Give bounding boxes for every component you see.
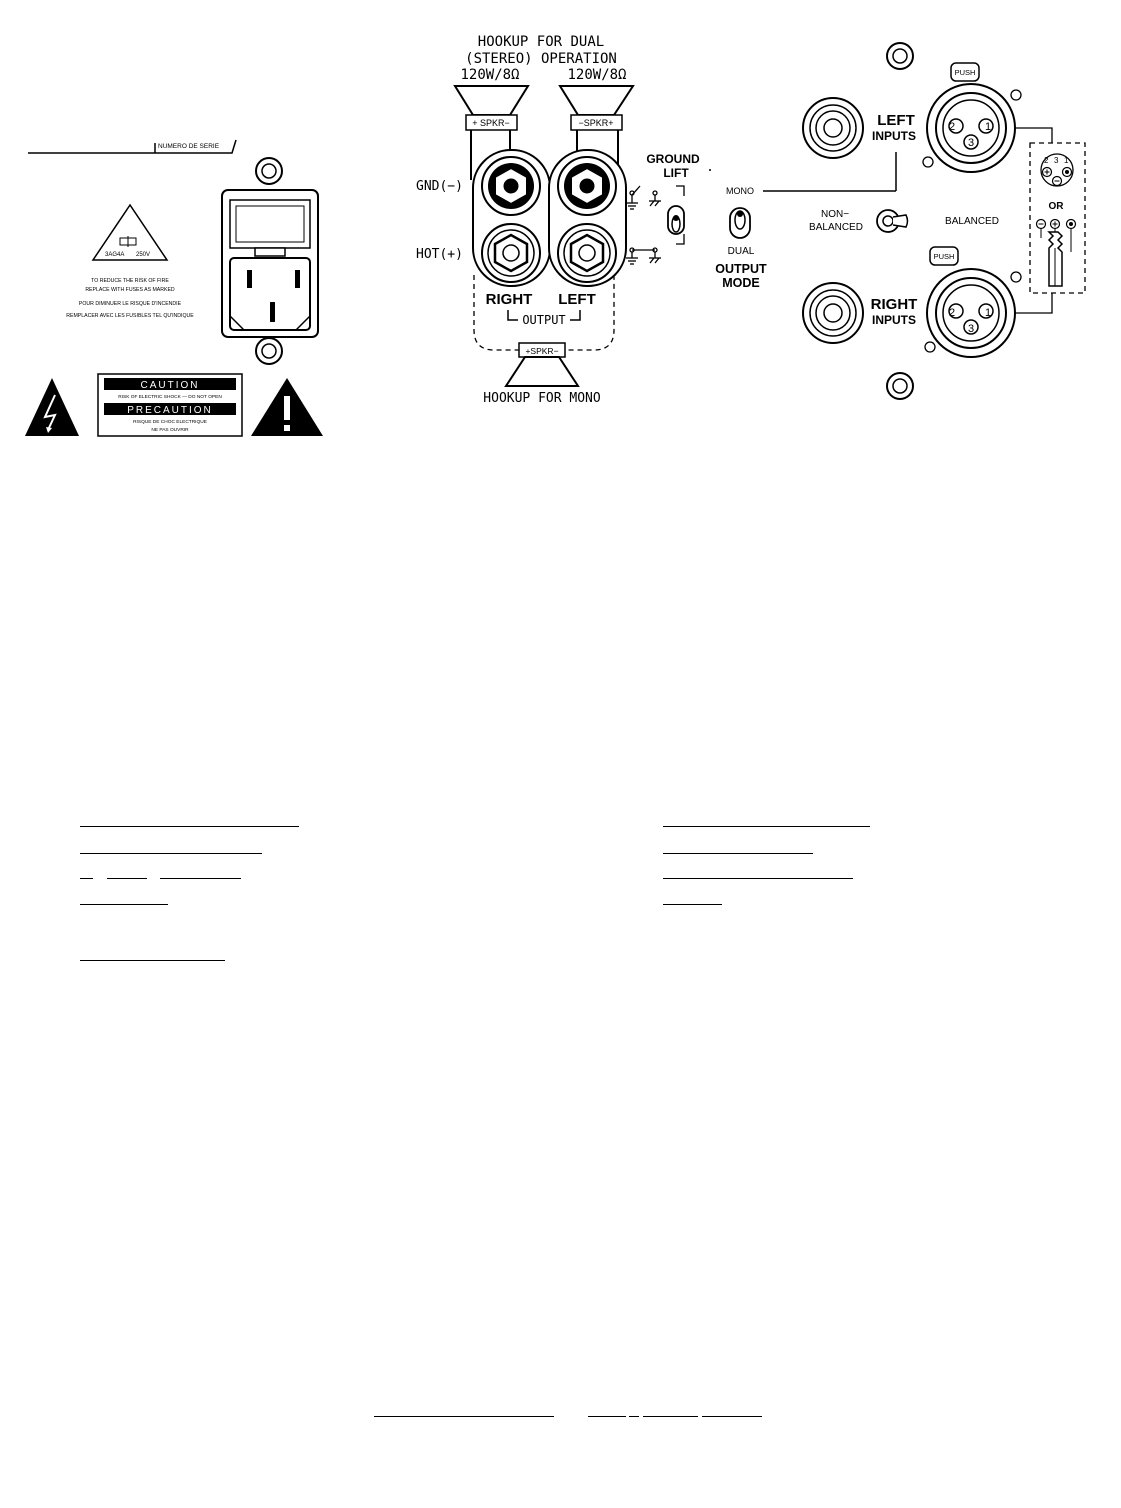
left-xlr-pin-1: 1 (984, 121, 992, 133)
ground-lift-open-icon (626, 186, 661, 209)
xlr-pinout-icon (1041, 154, 1073, 186)
serial-number-label: NUMERO DE SERIE (158, 143, 220, 150)
fuse-warning-fr-2: REMPLACER AVEC LES FUSIBLES TEL QU'INDIQUE (66, 313, 194, 319)
right-inputs-label-1: RIGHT (870, 296, 918, 313)
pinout-or-label: OR (1048, 201, 1064, 212)
left-output-label: LEFT (558, 291, 596, 308)
right-xlr-pin-3: 3 (967, 323, 975, 335)
blank-line-right-1 (663, 826, 870, 827)
output-label: OUTPUT (522, 313, 566, 327)
blank-line-left-1 (80, 826, 299, 827)
speaker-polarity-left: + SPKR− (472, 118, 510, 128)
output-mode-title-1: OUTPUT (715, 262, 767, 276)
blank-line-right-3 (663, 878, 853, 879)
lightning-warning-icon (25, 378, 79, 436)
fuse-warning (66, 205, 194, 319)
left-inputs-label-2: INPUTS (871, 129, 917, 143)
pinout-label-1: 1 (1064, 156, 1069, 165)
right-xlr-screw-top (1011, 272, 1021, 282)
output-mode-mono-label: MONO (726, 186, 754, 196)
speaker-icon-left (455, 86, 528, 130)
ground-lift-label-2: LIFT (663, 166, 689, 180)
left-xlr-screw-top (1011, 90, 1021, 100)
blank-line-bottom-4 (643, 1416, 698, 1417)
blank-line-left-3a (80, 878, 93, 879)
blank-line-bottom-2 (588, 1416, 626, 1417)
fuse-warning-en-1: TO REDUCE THE RISK OF FIRE (91, 278, 169, 284)
ground-lift-closed-icon (626, 248, 661, 264)
exclamation-warning-icon (251, 378, 323, 436)
caution-title-fr: PRECAUTION (127, 405, 213, 416)
blank-line-left-4 (80, 904, 168, 905)
caution-label (98, 374, 242, 436)
binding-post-right-gnd[interactable] (482, 157, 540, 215)
blank-line-bottom-3 (629, 1416, 639, 1417)
fuse-voltage: 250V (136, 252, 151, 258)
right-rca-input[interactable] (803, 283, 863, 343)
caution-text-fr-1: RISQUE DE CHOC ELECTRIQUE (133, 420, 207, 425)
left-xlr-input[interactable] (927, 63, 1015, 172)
fuse-icon (120, 236, 136, 247)
ground-lift-label-1: GROUND (646, 152, 700, 166)
fuse-rating: 3AG4A (105, 252, 125, 258)
power-rating-left: 120W/8Ω (460, 67, 520, 83)
power-inlet-module (222, 190, 318, 337)
blank-line-bottom-1 (374, 1416, 554, 1417)
left-xlr-screw-bottom (923, 157, 933, 167)
power-rating-right: 120W/8Ω (567, 67, 627, 83)
mount-hole-top-left (256, 158, 282, 184)
ac-inlet-pin-right (295, 270, 300, 288)
trs-plug-icon (1037, 220, 1076, 287)
right-xlr-pin-1: 1 (984, 307, 992, 319)
left-xlr-push-label: PUSH (954, 68, 976, 77)
left-inputs-label-1: LEFT (877, 112, 915, 129)
caution-title-en: CAUTION (140, 380, 200, 391)
fuse-warning-en-2: REPLACE WITH FUSES AS MARKED (85, 287, 175, 293)
right-output-label: RIGHT (485, 291, 533, 308)
output-mode-dual-label: DUAL (727, 246, 755, 257)
ac-inlet-pin-left (247, 270, 252, 288)
left-rca-input[interactable] (803, 98, 863, 158)
gnd-label: GND(−) (416, 179, 463, 194)
non-balanced-label-1: NON− (820, 209, 850, 220)
pinout-label-3: 3 (1054, 156, 1059, 165)
left-xlr-pin-3: 3 (967, 137, 975, 149)
output-mode-title-2: MODE (722, 276, 760, 290)
blank-line-left-5 (80, 960, 225, 961)
caution-text-fr-2: NE PAS OUVRIR (151, 428, 189, 433)
speaker-icon-right (560, 86, 633, 130)
blank-line-right-2 (663, 853, 813, 854)
ac-inlet-ground-pin (270, 302, 275, 322)
fuse-warning-fr-1: POUR DIMINUER LE RISQUE D'INCENDIE (78, 301, 182, 307)
blank-line-left-2 (80, 853, 262, 854)
binding-post-right-hot[interactable] (482, 224, 540, 282)
balanced-label: BALANCED (945, 216, 999, 227)
blank-line-bottom-5 (702, 1416, 762, 1417)
hot-label: HOT(+) (416, 247, 463, 262)
blank-line-left-3c (160, 878, 241, 879)
blank-line-left-3b (107, 878, 147, 879)
speaker-polarity-right: −SPKR+ (578, 118, 614, 128)
pinout-label-2: 2 (1044, 156, 1049, 165)
output-mode-switch[interactable] (730, 208, 750, 238)
mount-hole-bottom-right (887, 373, 913, 399)
stereo-hookup-title-2: (STEREO) OPERATION (465, 51, 617, 67)
right-xlr-screw-bottom (925, 342, 935, 352)
left-xlr-pin-2: 2 (948, 121, 956, 133)
non-balanced-label-2: BALANCED (809, 222, 863, 233)
binding-post-left-hot[interactable] (558, 224, 616, 282)
blank-line-right-4 (663, 904, 722, 905)
caution-text-en: RISK OF ELECTRIC SHOCK — DO NOT OPEN (118, 395, 222, 400)
binding-post-left-gnd[interactable] (558, 157, 616, 215)
speaker-polarity-mono: +SPKR− (525, 346, 559, 356)
ground-lift-switch[interactable] (668, 206, 684, 234)
panel-dot (709, 169, 711, 171)
balance-switch[interactable] (877, 210, 908, 232)
right-xlr-pin-2: 2 (948, 307, 956, 319)
mount-hole-top-right (887, 43, 913, 69)
right-xlr-push-label: PUSH (933, 252, 955, 261)
right-xlr-input[interactable] (927, 247, 1015, 357)
mount-hole-bottom-left (256, 338, 282, 364)
stereo-hookup-title-1: HOOKUP FOR DUAL (477, 34, 605, 50)
right-inputs-label-2: INPUTS (871, 313, 917, 327)
mono-hookup-title: HOOKUP FOR MONO (483, 391, 601, 406)
